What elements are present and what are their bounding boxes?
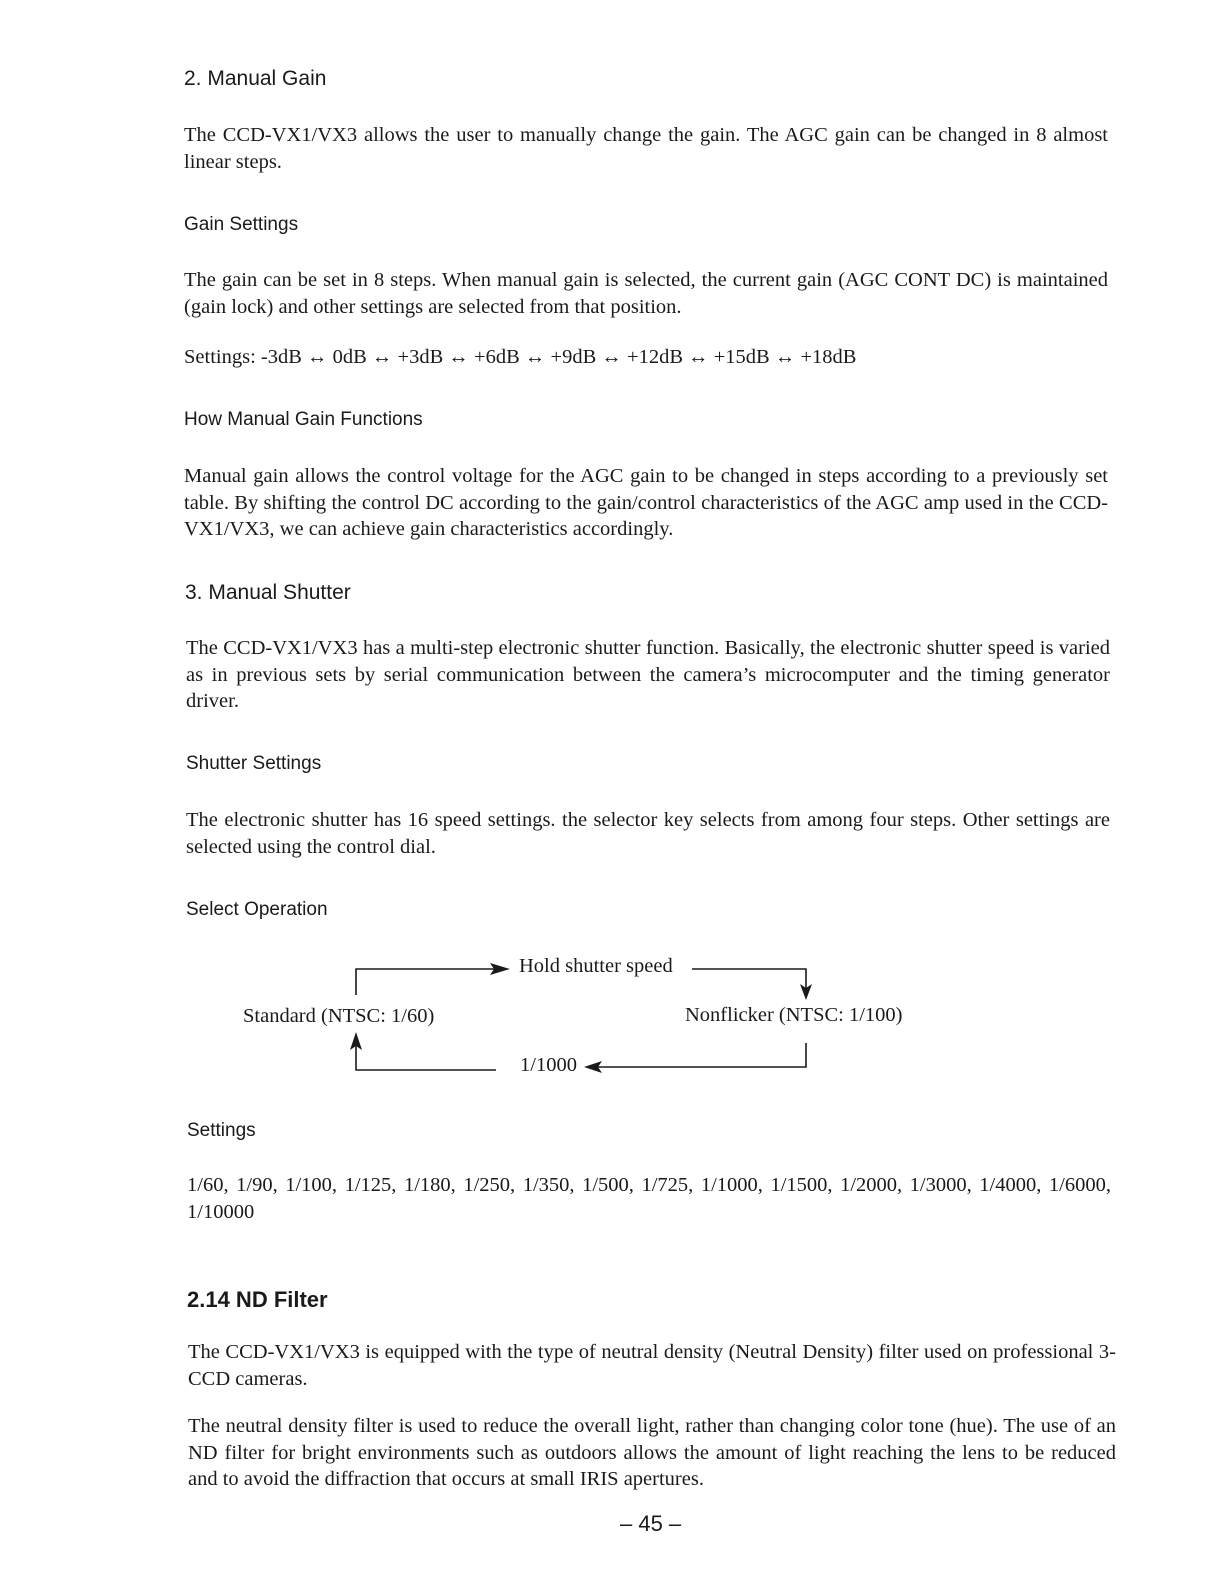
nd-filter-para-2: The neutral density filter is used to reduce the overall light, rather than changing color tone (hue). The use of an ND filter for bright environments such as outdoors allows the amount of light reaching the lens to be reduced and to avoid the diffraction that occurs at small IRIS apertures. <box>188 1415 1116 1490</box>
section-heading-manual-gain: 2. Manual Gain <box>184 67 327 90</box>
shutter-settings-text: The electronic shutter has 16 speed settings. the selector key selects from among four steps. Other settings are selected using the control dial. <box>186 809 1110 858</box>
subheading-how-manual-gain: How Manual Gain Functions <box>184 409 423 430</box>
subheading-gain-settings: Gain Settings <box>184 214 299 235</box>
shutter-settings-values: 1/60, 1/90, 1/100, 1/125, 1/180, 1/250, 1/350, 1/500, 1/725, 1/1000, 1/1500, 1/2000, 1/3000, 1/4000, 1/6000, 1/10000 <box>187 1174 1111 1223</box>
diagram-label-nonflicker: Nonflicker (NTSC: 1/100) <box>685 1004 903 1026</box>
gain-settings-text: The gain can be set in 8 steps. When manual gain is selected, the current gain (AGC CONT DC) is maintained (gain lock) and other settings are selected from that position. <box>184 269 1108 318</box>
arrow-standard-to-hold <box>356 969 496 995</box>
page-number: – 45 – <box>620 1511 682 1536</box>
nd-filter-para-1: The CCD-VX1/VX3 is equipped with the type of neutral density (Neutral Density) filter used on professional 3-CCD cameras. <box>188 1341 1116 1390</box>
manual-shutter-intro: The CCD-VX1/VX3 has a multi-step electronic shutter function. Basically, the electronic shutter speed is varied as in previous sets by serial communication between the camera’s microcomputer and the timing generator driver. <box>186 637 1110 712</box>
subheading-shutter-settings: Shutter Settings <box>186 753 322 774</box>
manual-gain-intro: The CCD-VX1/VX3 allows the user to manually change the gain. The AGC gain can be changed in 8 almost linear steps. <box>184 124 1108 173</box>
subheading-select-operation: Select Operation <box>186 899 328 920</box>
section-heading-manual-shutter: 3. Manual Shutter <box>185 581 351 604</box>
diagram-label-hold: Hold shutter speed <box>519 955 673 977</box>
arrow-fast-to-standard <box>356 1046 496 1070</box>
diagram-label-standard: Standard (NTSC: 1/60) <box>243 1005 435 1027</box>
how-manual-gain-text: Manual gain allows the control voltage for the AGC gain to be changed in steps according to a previously set table. By shifting the control DC according to the gain/control characteristics of the AGC amp used in the CCD-VX1/VX3, we can achieve gain characteristics accordingly. <box>184 465 1108 540</box>
arrow-nonflicker-to-fast <box>592 1043 806 1067</box>
diagram-label-fast: 1/1000 <box>520 1054 577 1076</box>
section-heading-nd-filter: 2.14 ND Filter <box>187 1287 328 1312</box>
arrow-hold-to-nonflicker <box>692 969 806 993</box>
subheading-settings: Settings <box>187 1120 256 1141</box>
gain-settings-list: Settings: -3dB ↔ 0dB ↔ +3dB ↔ +6dB ↔ +9dB ↔ +12dB ↔ +15dB ↔ +18dB <box>184 346 857 368</box>
